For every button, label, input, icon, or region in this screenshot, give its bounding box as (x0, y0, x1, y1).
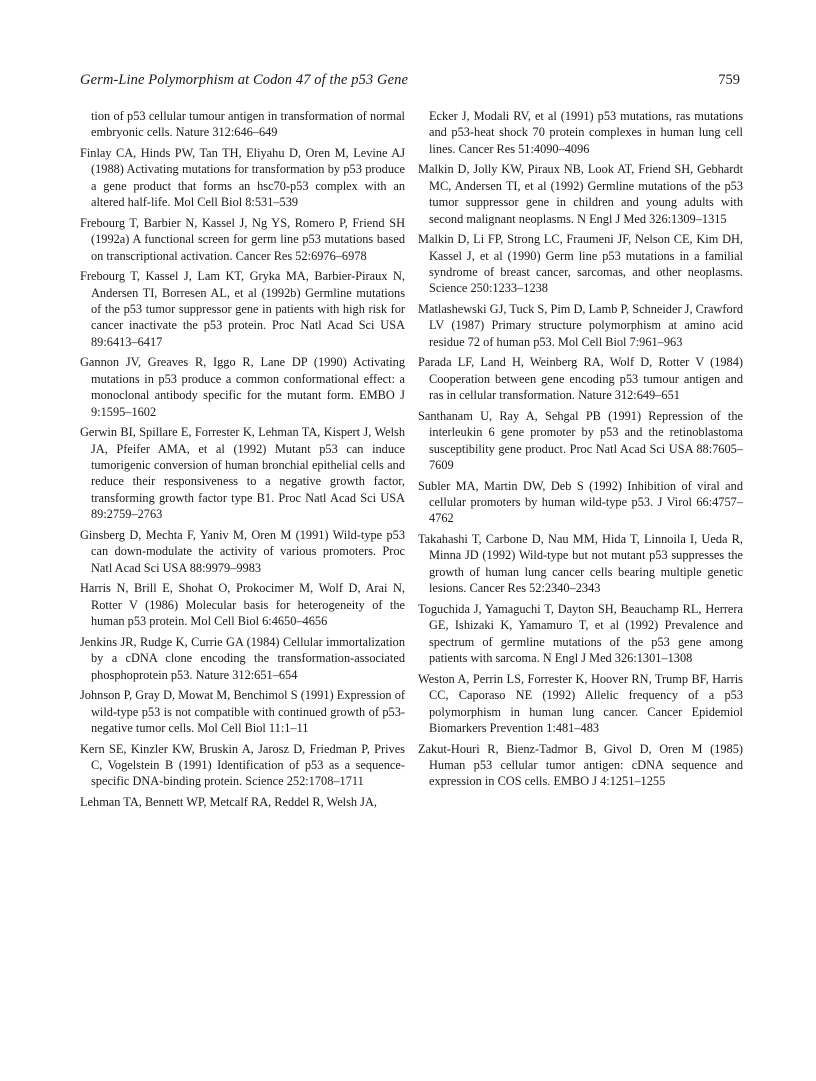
reference-entry: Lehman TA, Bennett WP, Metcalf RA, Reddel R, Welsh JA, (80, 794, 377, 809)
reference-entry: Finlay CA, Hinds PW, Tan TH, Eliyahu D, Oren M, Levine AJ (1988) Activating mutations for transformation by p53 produce a gene product that forms an hsc70-p53 complex with an altered half-life. Mol Cell Biol 8:531–539 (80, 146, 405, 210)
reference-entry: Santhanam U, Ray A, Sehgal PB (1991) Repression of the interleukin 6 gene promoter by p53 and the retinoblastoma susceptibility gene product. Proc Natl Acad Sci USA 88:7605–7609 (418, 408, 743, 473)
reference-entry: Gerwin BI, Spillare E, Forrester K, Lehman TA, Kispert J, Welsh JA, Pfeifer AMA, et al (1992) Mutant p53 can induce tumorigenic conversion of human bronchial epithelial cells and reduce their responsiveness to a negative growth factor, transforming growth factor type B1. Proc Natl Acad Sci USA 89:2759–2763 (80, 425, 405, 522)
reference-entry: Johnson P, Gray D, Mowat M, Benchimol S (1991) Expression of wild-type p53 is not compatible with continued growth of p53-negative tumor cells. Mol Cell Biol 11:1–11 (80, 688, 405, 735)
page-number: 759 (718, 72, 740, 88)
reference-entry: Ginsberg D, Mechta F, Yaniv M, Oren M (1991) Wild-type p53 can down-modulate the activity of various promoters. Proc Natl Acad Sci USA 88:9979–9983 (80, 527, 405, 575)
reference-entry: Subler MA, Martin DW, Deb S (1992) Inhibition of viral and cellular promoters by human wild-type p53. J Virol 66:4757–4762 (418, 478, 743, 526)
running-title: Germ-Line Polymorphism at Codon 47 of the p53 Gene (80, 72, 408, 88)
reference-entry: Zakut-Houri R, Bienz-Tadmor B, Givol D, Oren M (1985) Human p53 cellular tumor antigen: cDNA sequence and expression in COS cells. EMBO J 4:1251–1255 (418, 741, 743, 789)
running-head (80, 72, 740, 94)
reference-entry: Malkin D, Li FP, Strong LC, Fraumeni JF, Nelson CE, Kim DH, Kassel J, et al (1990) Germ line p53 mutations in a familial syndrome of breast cancer, sarcomas, and other neoplasms. Science 250:1233–1238 (418, 232, 743, 296)
reference-entry: Weston A, Perrin LS, Forrester K, Hoover RN, Trump BF, Harris CC, Caporaso NE (1992) Allelic frequency of a p53 polymorphism in human lung cancer. Cancer Epidemiol Biomarkers Prevention 1:481–483 (418, 671, 743, 735)
reference-entry: Frebourg T, Kassel J, Lam KT, Gryka MA, Barbier-Piraux N, Andersen TI, Borresen AL, et al (1992b) Germline mutations of the p53 tumor suppressor gene in patients with high risk for cancer inactivate the p53 protein. Proc Natl Acad Sci USA 89:6413–6417 (80, 269, 405, 349)
references-right-column (418, 108, 743, 794)
reference-entry: Frebourg T, Barbier N, Kassel J, Ng YS, Romero P, Friend SH (1992a) A functional screen for germ line p53 mutations based on transcriptional activation. Cancer Res 52:6976–6978 (80, 215, 405, 263)
reference-entry: Parada LF, Land H, Weinberg RA, Wolf D, Rotter V (1984) Cooperation between gene encoding p53 tumour antigen and ras in cellular transformation. Nature 312:649–651 (418, 355, 743, 403)
references-left-column (80, 108, 405, 815)
reference-entry: Ecker J, Modali RV, et al (1991) p53 mutations, ras mutations and p53-heat shock 70 protein complexes in human lung cell lines. Cancer Res 51:4090–4096 (429, 109, 743, 156)
reference-entry: Kern SE, Kinzler KW, Bruskin A, Jarosz D, Friedman P, Prives C, Vogelstein B (1991) Identification of p53 as a sequence-specific DNA-binding protein. Science 252:1708–1711 (80, 741, 405, 789)
reference-entry: Matlashewski GJ, Tuck S, Pim D, Lamb P, Schneider J, Crawford LV (1987) Primary structure polymorphism at amino acid residue 72 of human p53. Mol Cell Biol 7:961–963 (418, 302, 743, 349)
reference-entry: Jenkins JR, Rudge K, Currie GA (1984) Cellular immortalization by a cDNA clone encoding the transformation-associated phosphoprotein p53. Nature 312:651–654 (80, 634, 405, 682)
reference-entry: tion of p53 cellular tumour antigen in transformation of normal embryonic cells. Nature 312:646–649 (91, 109, 405, 140)
reference-entry: Takahashi T, Carbone D, Nau MM, Hida T, Linnoila I, Ueda R, Minna JD (1992) Wild-type but not mutant p53 suppresses the growth of human lung cancer cells bearing multiple genetic lesions. Cancer Res 52:2340–2343 (418, 532, 743, 596)
reference-entry: Toguchida J, Yamaguchi T, Dayton SH, Beauchamp RL, Herrera GE, Ishizaki K, Yamamuro T, et al (1992) Prevalence and spectrum of germline mutations of the p53 gene among patients with sarcoma. N Engl J Med 326:1301–1308 (418, 601, 743, 666)
reference-entry: Gannon JV, Greaves R, Iggo R, Lane DP (1990) Activating mutations in p53 produce a common conformational effect: a monoclonal antibody specific for the mutant form. EMBO J 9:1595–1602 (80, 355, 405, 419)
reference-entry: Harris N, Brill E, Shohat O, Prokocimer M, Wolf D, Arai N, Rotter V (1986) Molecular basis for heterogeneity of the human p53 protein. Mol Cell Biol 6:4650–4656 (80, 581, 405, 629)
reference-entry: Malkin D, Jolly KW, Piraux NB, Look AT, Friend SH, Gebhardt MC, Andersen TI, et al (1992) Germline mutations of the p53 tumor suppressor gene in children and young adults with second malignant neoplasms. N Engl J Med 326:1309–1315 (418, 162, 743, 226)
